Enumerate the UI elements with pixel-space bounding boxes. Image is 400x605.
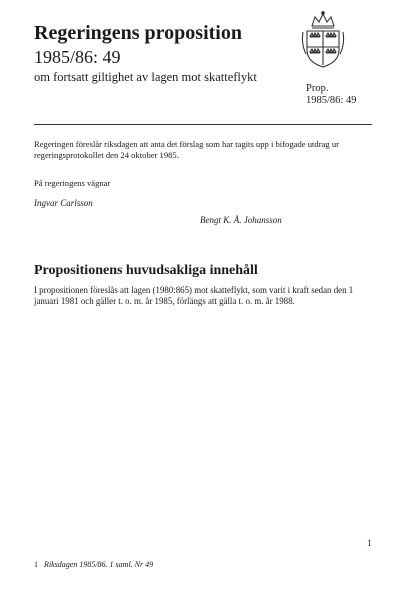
header-divider	[34, 124, 372, 125]
footer-source	[34, 560, 153, 570]
signature-prime-minister: Ingvar Carlsson	[34, 198, 93, 208]
prop-label: Prop.	[306, 83, 329, 94]
on-behalf-line: På regeringens vägnar	[34, 178, 111, 188]
document-title: Regeringens proposition	[34, 22, 242, 44]
footnote-number: 1	[34, 560, 38, 569]
signature-minister: Bengt K. Å. Johansson	[200, 215, 282, 225]
session-number: 1985/86: 49	[34, 47, 121, 67]
document-subtitle: om fortsatt giltighet av lagen mot skatteflykt	[34, 70, 257, 84]
summary-heading: Propositionens huvudsakliga innehåll	[34, 263, 258, 278]
footer-source-text: Riksdagen 1985/86. 1 saml. Nr 49	[44, 560, 154, 569]
prop-reference: 1985/86: 49	[306, 95, 357, 106]
coat-of-arms-icon	[298, 10, 348, 70]
page-number: 1	[367, 538, 372, 548]
summary-paragraph: I propositionen föreslås att lagen (1980:865) mot skatteflykt, som varit i kraft sedan den 1 januari 1981 och gäller t. o. m. år 1985, förlängs att gälla t. o. m. år 1988.	[34, 285, 354, 306]
intro-paragraph: Regeringen föreslår riksdagen att anta det förslag som har tagits upp i bifogade utdrag ur regeringsprotokollet den 24 oktober 1985.	[34, 139, 339, 160]
